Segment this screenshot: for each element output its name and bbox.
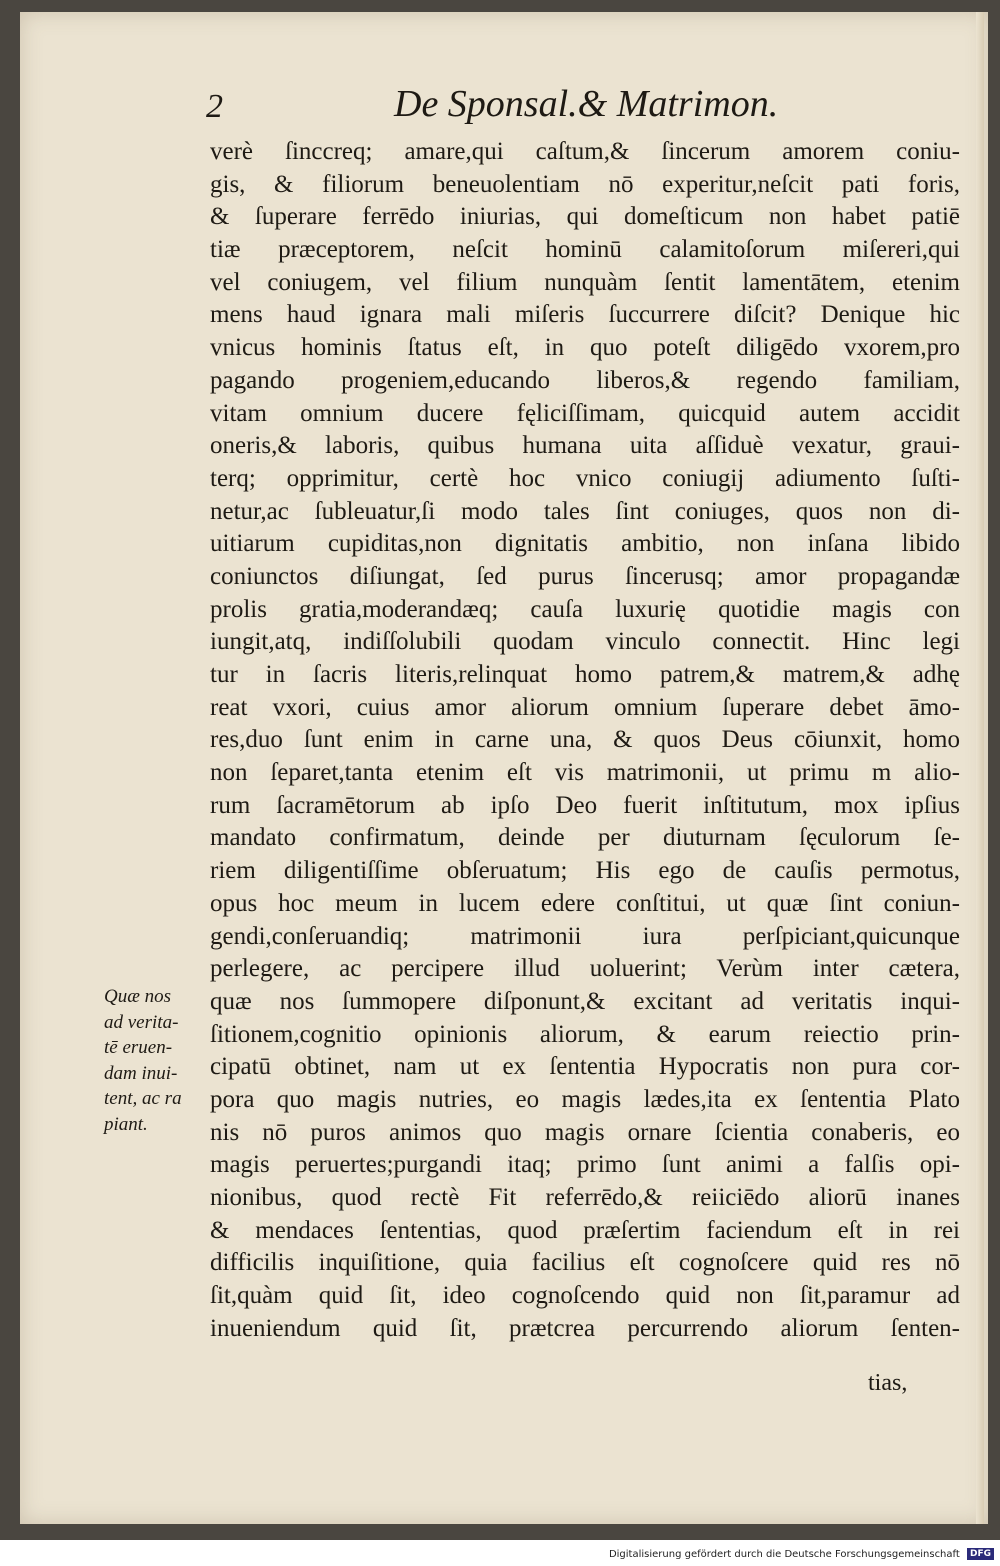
text-line: verè ſinccreq; amare,qui caſtum,& ſincerum amorem coniu- bbox=[210, 138, 960, 165]
digitization-credit bbox=[609, 1548, 994, 1560]
text-line: & ſuperare ferrēdo iniurias, qui domeſticum non habet patiē bbox=[210, 203, 960, 231]
text-line: ſit,quàm quid ſit, ideo cognoſcendo quid non ſit,paramur ad bbox=[210, 1282, 960, 1310]
text-line: ſitionem,cognitio opinionis aliorum, & earum reiectio prin- bbox=[210, 1020, 960, 1048]
text-line: non ſeparet,tanta etenim eſt vis matrimonii, ut primu m alio- bbox=[210, 759, 960, 787]
margin-note bbox=[104, 984, 210, 1138]
text-line: & mendaces ſententias, quod præſertim faciendum eſt in rei bbox=[210, 1216, 960, 1244]
text-line: nis nō puros animos quo magis ornare ſcientia conaberis, eo bbox=[210, 1118, 960, 1146]
text-line: terq; opprimitur, certè hoc vnico coniugij adiumento ſuſti- bbox=[210, 464, 960, 492]
text-line: oneris,& laboris, quibus humana uita aſſiduè vexatur, graui- bbox=[210, 432, 960, 460]
page-edge bbox=[976, 12, 984, 1524]
text-line: vnicus hominis ſtatus eſt, in quo poteſt diligēdo vxorem,pro bbox=[210, 334, 960, 362]
text-line: vel coniugem, vel filium nunquàm ſentit lamentātem, etenim bbox=[210, 268, 960, 296]
page-header bbox=[20, 82, 988, 132]
margin-note-line: dam inui- bbox=[104, 1062, 178, 1084]
text-line: cipatū obtinet, nam ut ex ſententia Hypocratis non pura cor- bbox=[210, 1053, 960, 1081]
text-line: riem diligentiſſime obſeruatum; His ego de cauſis permotus, bbox=[210, 857, 960, 885]
text-line: tiæ præceptorem, neſcit hominū calamitoſorum miſereri,qui bbox=[210, 236, 960, 264]
body-text bbox=[210, 136, 960, 1345]
credit-text: Digitalisierung gefördert durch die Deutsche Forschungsgemeinschaft bbox=[608, 1549, 960, 1560]
margin-note-line: tē eruen- bbox=[104, 1037, 173, 1059]
text-line: pora quo magis nutries, eo magis lædes,ita ex ſententia Plato bbox=[210, 1085, 960, 1113]
text-line: reat vxori, cuius amor aliorum omnium ſuperare debet āmo- bbox=[210, 693, 960, 721]
catchword: tias, bbox=[868, 1370, 908, 1396]
margin-note-line: tent, ac ra bbox=[104, 1088, 182, 1110]
book-page bbox=[20, 12, 988, 1524]
text-line: opus hoc meum in lucem edere conſtitui, ut quæ ſint coniun- bbox=[210, 889, 960, 917]
text-line: netur,ac ſubleuatur,ſi modo tales ſint coniuges, quos non di- bbox=[210, 497, 960, 525]
text-line: magis peruertes;purgandi itaq; primo ſunt animi a falſis opi- bbox=[210, 1151, 960, 1179]
margin-note-line: piant. bbox=[104, 1113, 148, 1135]
text-line: vitam omnium ducere fęliciſſimam, quicquid autem accidit bbox=[210, 399, 960, 427]
text-line: tur in ſacris literis,relinquat homo patrem,& matrem,& adhę bbox=[210, 661, 960, 688]
text-line: iungit,atq, indiſſolubili quodam vinculo connectit. Hinc legi bbox=[210, 628, 960, 656]
text-line: coniunctos diſiungat, ſed purus ſincerusq; amor propagandæ bbox=[210, 562, 960, 590]
text-line: pagando progeniem,educando liberos,& regendo familiam, bbox=[210, 366, 960, 394]
text-line: quæ nos ſummopere diſponunt,& excitant ad veritatis inqui- bbox=[210, 987, 960, 1015]
text-line: mandato confirmatum, deinde per diuturnam ſęculorum ſe- bbox=[210, 824, 960, 852]
text-line: res,duo ſunt enim in carne una, & quos Deus cōiunxit, homo bbox=[210, 726, 960, 754]
margin-note-line: Quæ nos bbox=[104, 986, 172, 1007]
text-line: inueniendum quid ſit, prætcrea percurrendo aliorum ſenten- bbox=[210, 1314, 960, 1342]
text-line: rum ſacramētorum ab ipſo Deo fuerit inſtitutum, mox ipſius bbox=[210, 791, 960, 819]
margin-note-line: ad verita- bbox=[104, 1011, 179, 1033]
text-line: difficilis inquiſitione, quia facilius eſt cognoſcere quid res nō bbox=[210, 1249, 960, 1277]
text-line: uitiarum cupiditas,non dignitatis ambitio, non inſana libido bbox=[210, 530, 960, 558]
text-line: gis, & filiorum beneuolentiam nō experitur,neſcit pati foris, bbox=[210, 170, 960, 198]
text-line: nionibus, quod rectè Fit referrēdo,& reiiciēdo aliorū inanes bbox=[210, 1184, 960, 1211]
page-number: 2 bbox=[206, 88, 223, 125]
text-line: prolis gratia,moderandæq; cauſa luxurię quotidie magis con bbox=[210, 595, 960, 623]
running-head: De Sponsal.& Matrimon. bbox=[394, 83, 779, 125]
text-line: perlegere, ac percipere illud uoluerint; Verùm inter cætera, bbox=[210, 955, 960, 983]
dfg-logo: DFG bbox=[967, 1548, 994, 1560]
text-line: mens haud ignara mali miſeris ſuccurrere diſcit? Denique hic bbox=[210, 301, 960, 329]
text-line: gendi,conſeruandiq; matrimonii iura perſpiciant,quicunque bbox=[210, 922, 960, 950]
